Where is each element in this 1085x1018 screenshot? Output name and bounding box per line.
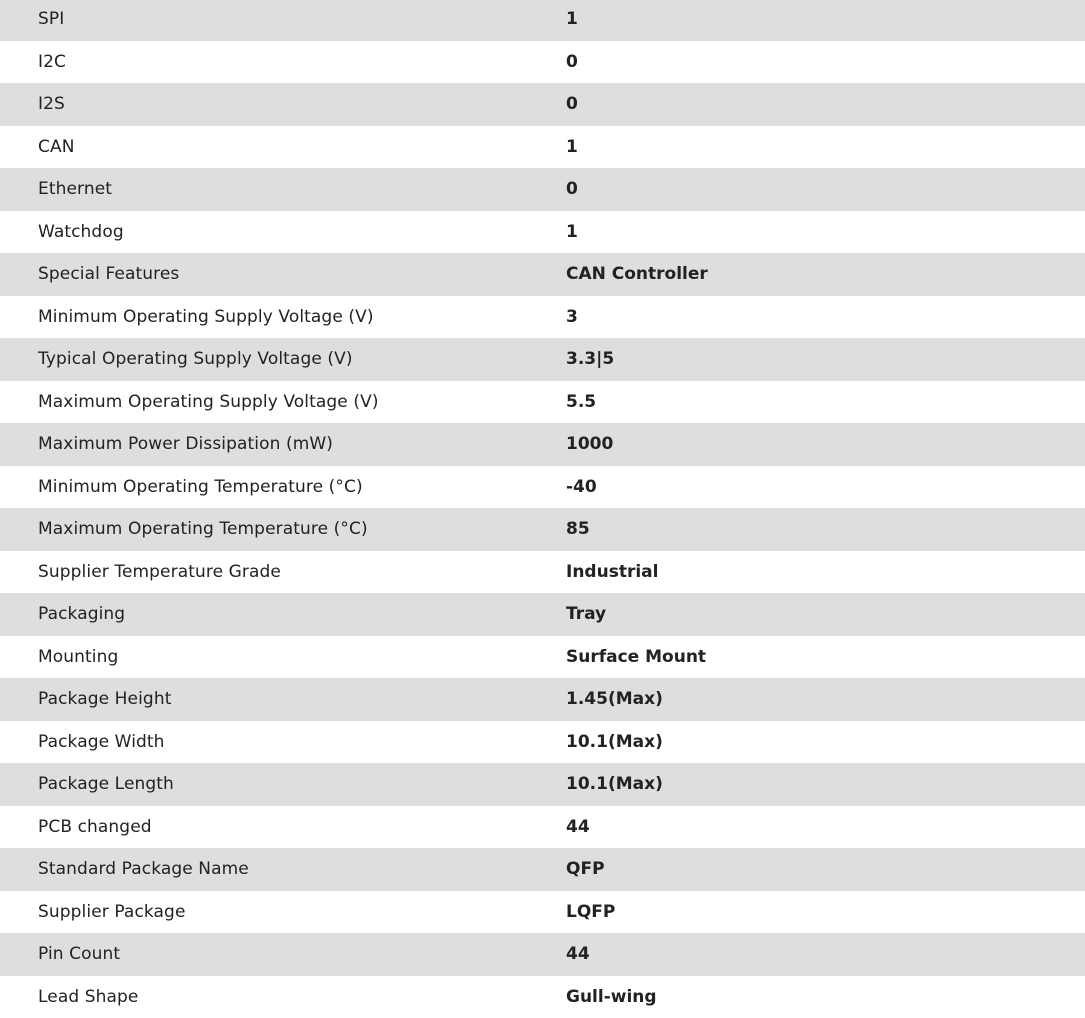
- table-row: [0, 168, 1085, 211]
- spec-value: QFP: [566, 859, 605, 880]
- spec-label: Packaging: [38, 604, 126, 625]
- spec-value: Gull-wing: [566, 986, 657, 1007]
- spec-label: I2S: [38, 94, 65, 115]
- table-row: [0, 551, 1085, 594]
- table-row: [0, 891, 1085, 934]
- spec-label: SPI: [38, 9, 65, 30]
- table-row: [0, 806, 1085, 849]
- table-row: [0, 678, 1085, 721]
- table-row: [0, 126, 1085, 169]
- spec-label: CAN: [38, 136, 75, 157]
- table-row: [0, 296, 1085, 339]
- spec-value: 0: [566, 94, 578, 115]
- spec-label: Lead Shape: [38, 986, 139, 1007]
- spec-value: 1: [566, 9, 578, 30]
- table-row: [0, 381, 1085, 424]
- spec-value: Surface Mount: [566, 646, 707, 667]
- table-row: [0, 83, 1085, 126]
- table-row: [0, 636, 1085, 679]
- table-row: [0, 508, 1085, 551]
- spec-value: 1: [566, 221, 578, 242]
- spec-value: 3.3|5: [566, 349, 615, 370]
- spec-label: I2C: [38, 51, 66, 72]
- spec-value: 44: [566, 816, 590, 837]
- table-row: [0, 0, 1085, 41]
- table-row: [0, 848, 1085, 891]
- spec-value: Industrial: [566, 561, 659, 582]
- spec-label: Maximum Operating Supply Voltage (V): [38, 391, 379, 412]
- spec-label: Supplier Temperature Grade: [38, 561, 281, 582]
- spec-label: Special Features: [38, 264, 180, 285]
- table-row: [0, 721, 1085, 764]
- spec-value: -40: [566, 476, 597, 497]
- spec-value: LQFP: [566, 901, 616, 922]
- spec-label: Standard Package Name: [38, 859, 249, 880]
- table-row: [0, 593, 1085, 636]
- table-row: [0, 211, 1085, 254]
- spec-label: Mounting: [38, 646, 119, 667]
- spec-value: 44: [566, 944, 590, 965]
- spec-value: Tray: [566, 604, 607, 625]
- spec-value: 10.1(Max): [566, 731, 663, 752]
- table-row: [0, 933, 1085, 976]
- table-row: [0, 253, 1085, 296]
- table-row: [0, 763, 1085, 806]
- spec-value: 0: [566, 179, 578, 200]
- spec-label: Typical Operating Supply Voltage (V): [38, 349, 353, 370]
- spec-label: Watchdog: [38, 221, 124, 242]
- spec-value: 0: [566, 51, 578, 72]
- spec-value: 3: [566, 306, 578, 327]
- table-row: [0, 976, 1085, 1018]
- spec-label: Ethernet: [38, 179, 113, 200]
- spec-value: 1.45(Max): [566, 689, 663, 710]
- spec-value: 5.5: [566, 391, 597, 412]
- spec-value: CAN Controller: [566, 264, 708, 285]
- spec-value: 1000: [566, 434, 614, 455]
- spec-label: Maximum Power Dissipation (mW): [38, 434, 334, 455]
- spec-label: PCB changed: [38, 816, 152, 837]
- spec-value: 10.1(Max): [566, 774, 663, 795]
- table-row: [0, 423, 1085, 466]
- spec-label: Maximum Operating Temperature (°C): [38, 519, 368, 540]
- spec-label: Package Length: [38, 774, 174, 795]
- spec-value: 1: [566, 136, 578, 157]
- spec-label: Pin Count: [38, 944, 121, 965]
- table-row: [0, 41, 1085, 84]
- spec-label: Minimum Operating Temperature (°C): [38, 476, 363, 497]
- spec-label: Supplier Package: [38, 901, 186, 922]
- spec-value: 85: [566, 519, 590, 540]
- table-row: [0, 466, 1085, 509]
- spec-label: Package Width: [38, 731, 165, 752]
- spec-label: Package Height: [38, 689, 172, 710]
- table-row: [0, 338, 1085, 381]
- spec-label: Minimum Operating Supply Voltage (V): [38, 306, 374, 327]
